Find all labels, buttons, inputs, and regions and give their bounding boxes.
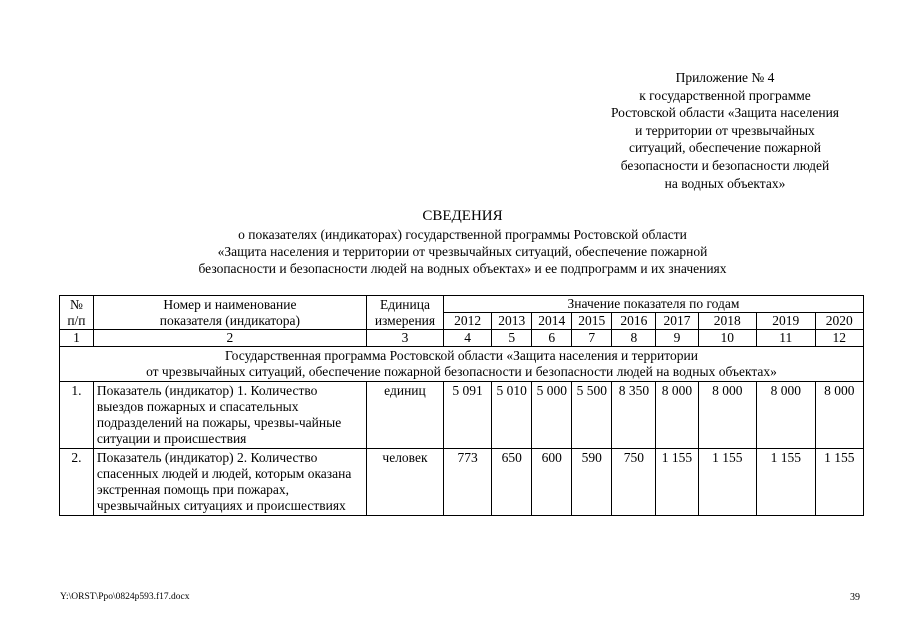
row-value: 5 010 bbox=[492, 382, 532, 449]
row-value: 8 000 bbox=[698, 382, 757, 449]
header-year: 2020 bbox=[815, 313, 863, 330]
indicators-table bbox=[59, 295, 864, 516]
appendix-line: безопасности и безопасности людей bbox=[620, 157, 830, 173]
header-unit-line1: Единица bbox=[379, 296, 430, 312]
appendix-block bbox=[560, 69, 890, 192]
column-number: 7 bbox=[572, 330, 612, 347]
header-year: 2014 bbox=[532, 313, 572, 330]
row-value: 1 155 bbox=[698, 449, 757, 516]
appendix-line: к государственной программе bbox=[639, 87, 811, 103]
header-year: 2012 bbox=[443, 313, 491, 330]
header-num-line2: п/п bbox=[67, 312, 86, 328]
header-num-cell bbox=[60, 296, 94, 330]
column-number: 2 bbox=[93, 330, 366, 347]
header-unit-line2: измерения bbox=[374, 312, 436, 328]
footer-file-path: Y:\ORST\Ppo\0824p593.f17.docx bbox=[60, 592, 190, 602]
table-row bbox=[60, 449, 864, 516]
row-value: 773 bbox=[443, 449, 491, 516]
row-value: 8 000 bbox=[656, 382, 698, 449]
title-line: безопасности и безопасности людей на водных объектах» и ее подпрограмм и их значениях bbox=[198, 261, 727, 276]
column-number: 9 bbox=[656, 330, 698, 347]
row-num: 1. bbox=[60, 382, 94, 449]
header-year: 2017 bbox=[656, 313, 698, 330]
row-value: 600 bbox=[532, 449, 572, 516]
title-heading: СВЕДЕНИЯ bbox=[422, 208, 503, 224]
program-title-line: Государственная программа Ростовской области «Защита населения и территории bbox=[225, 348, 698, 363]
row-value: 8 350 bbox=[612, 382, 656, 449]
header-year: 2019 bbox=[757, 313, 816, 330]
row-value: 5 500 bbox=[572, 382, 612, 449]
row-value: 5 091 bbox=[443, 382, 491, 449]
row-value: 1 155 bbox=[815, 449, 863, 516]
page-number: 39 bbox=[850, 592, 860, 603]
program-title-line: от чрезвычайных ситуаций, обеспечение пожарной безопасности и безопасности людей на водных объектах» bbox=[146, 364, 777, 379]
appendix-line: Приложение № 4 bbox=[675, 70, 775, 85]
table-row bbox=[60, 382, 864, 449]
column-number: 1 bbox=[60, 330, 94, 347]
header-row-top bbox=[60, 296, 864, 313]
header-name-line1: Номер и наименование bbox=[163, 296, 297, 312]
column-number: 12 bbox=[815, 330, 863, 347]
program-title-cell bbox=[60, 347, 864, 382]
header-year: 2013 bbox=[492, 313, 532, 330]
row-value: 750 bbox=[612, 449, 656, 516]
row-value: 8 000 bbox=[815, 382, 863, 449]
program-row bbox=[60, 347, 864, 382]
row-unit: единиц bbox=[366, 382, 443, 449]
row-value: 650 bbox=[492, 449, 532, 516]
appendix-line: ситуаций, обеспечение пожарной bbox=[628, 140, 822, 156]
row-num: 2. bbox=[60, 449, 94, 516]
title-line: о показателях (индикаторах) государственной программы Ростовской области bbox=[238, 227, 687, 242]
row-value: 1 155 bbox=[757, 449, 816, 516]
column-number: 8 bbox=[612, 330, 656, 347]
column-number: 6 bbox=[532, 330, 572, 347]
appendix-line: Ростовской области «Защита населения bbox=[610, 105, 840, 121]
row-value: 5 000 bbox=[532, 382, 572, 449]
header-name-line2: показателя (индикатора) bbox=[159, 312, 301, 328]
row-name: Показатель (индикатор) 1. Количество выездов пожарных и спасательных подразделений на пожары, чрезвы-чайные ситуации и происшествия bbox=[93, 382, 366, 449]
header-years-label: Значение показателя по годам bbox=[443, 296, 863, 313]
column-number: 4 bbox=[443, 330, 491, 347]
header-year: 2016 bbox=[612, 313, 656, 330]
title-line: «Защита населения и территории от чрезвычайных ситуаций, обеспечение пожарной bbox=[217, 244, 708, 259]
document-title bbox=[100, 207, 825, 277]
header-name-cell bbox=[93, 296, 366, 330]
header-unit-cell bbox=[366, 296, 443, 330]
column-number: 11 bbox=[757, 330, 816, 347]
column-number: 10 bbox=[698, 330, 757, 347]
row-value: 1 155 bbox=[656, 449, 698, 516]
row-value: 8 000 bbox=[757, 382, 816, 449]
column-number: 3 bbox=[366, 330, 443, 347]
header-num-line1: № bbox=[69, 296, 83, 312]
appendix-line: на водных объектах» bbox=[664, 175, 786, 191]
row-value: 590 bbox=[572, 449, 612, 516]
row-unit: человек bbox=[366, 449, 443, 516]
row-name: Показатель (индикатор) 2. Количество спасенных людей и людей, которым оказана экстренная помощь при пожарах, чрезвычайных ситуациях и происшествиях bbox=[93, 449, 366, 516]
column-number-row bbox=[60, 330, 864, 347]
appendix-line: и территории от чрезвычайных bbox=[635, 122, 815, 138]
header-year: 2018 bbox=[698, 313, 757, 330]
column-number: 5 bbox=[492, 330, 532, 347]
header-year: 2015 bbox=[572, 313, 612, 330]
